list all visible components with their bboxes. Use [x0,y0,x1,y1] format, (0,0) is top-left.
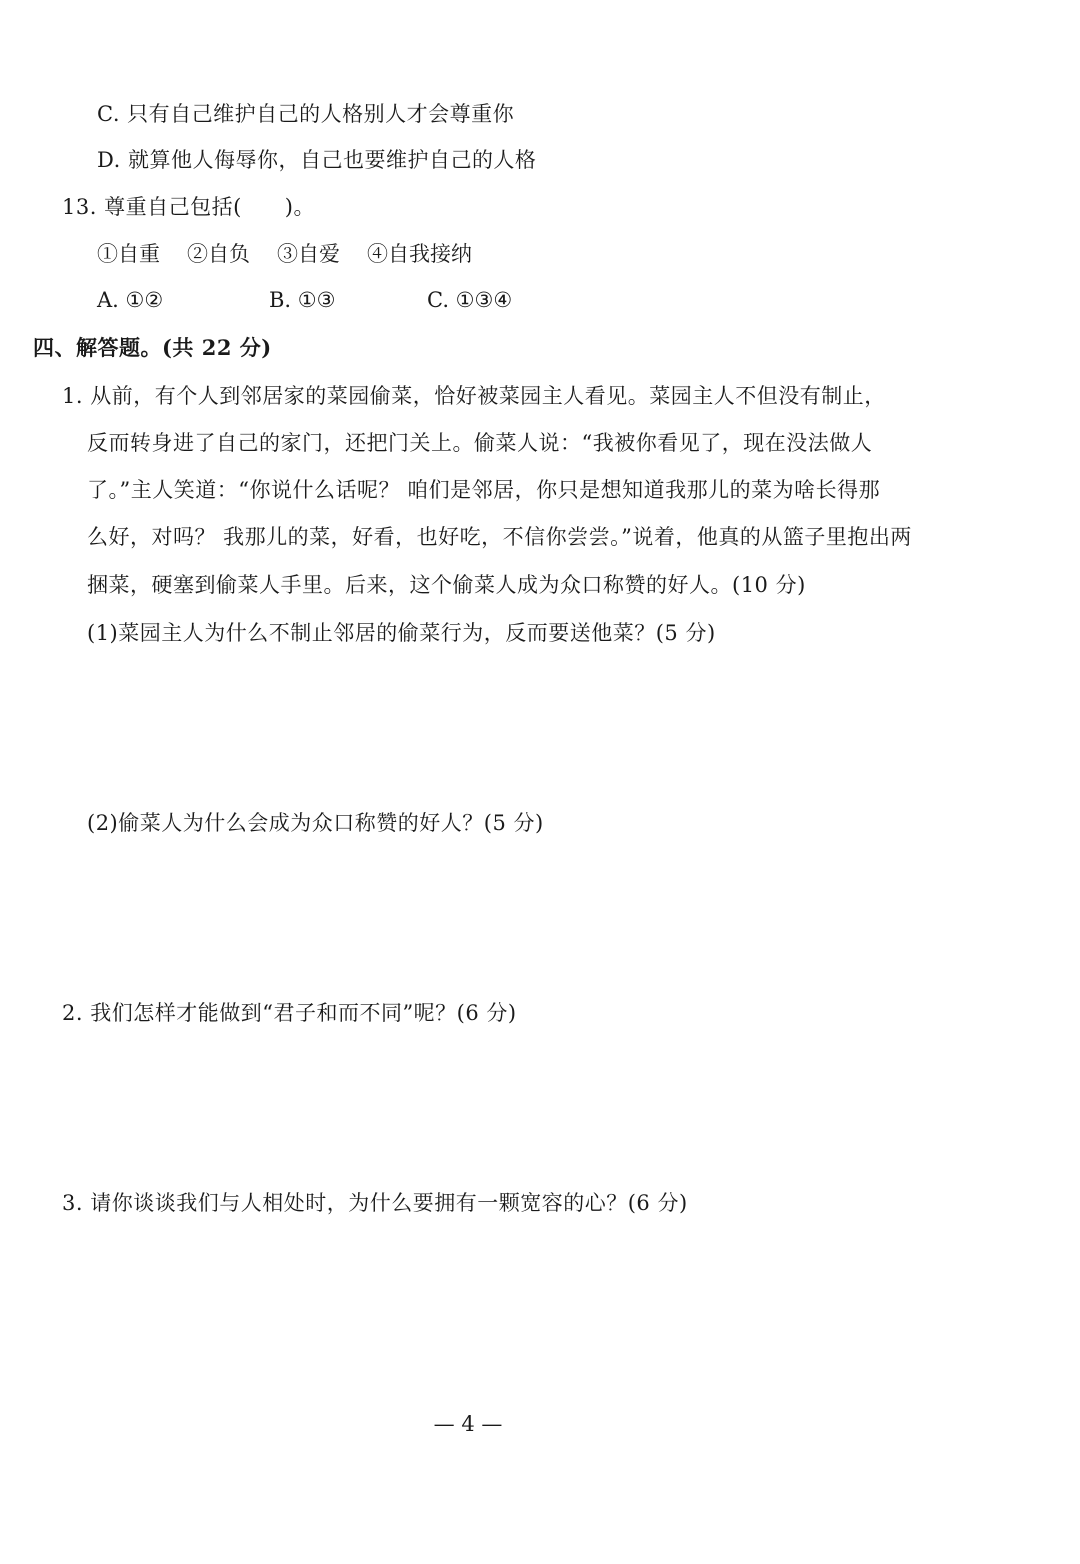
question-13-stem: 13. 尊重自己包括( )。 [62,195,315,219]
question-1-line: 了。”主人笑道：“你说什么话呢？ 咱们是邻居，你只是想知道我那儿的菜为啥长得那 [87,478,881,502]
question-1-line: 反而转身进了自己的家门，还把门关上。偷菜人说：“我被你看见了，现在没法做人 [87,431,873,455]
question-13-choice: C. ①③④ [427,288,513,312]
question-13-choice: B. ①③ [269,288,336,312]
question-1-line: 么好，对吗？ 我那儿的菜，好看，也好吃，不信你尝尝。”说着，他真的从篮子里抱出两 [87,525,912,549]
question-13-item: ②自负 [187,242,250,266]
question-13-item: ④自我接纳 [367,242,472,266]
question-12-option-d: D. 就算他人侮辱你，自己也要维护自己的人格 [97,148,537,172]
section-4-title: 四、解答题。(共 22 分) [33,335,272,360]
question-12-option-c: C. 只有自己维护自己的人格别人才会尊重你 [97,102,515,126]
question-1-sub-2: (2)偷菜人为什么会成为众口称赞的好人？(5 分) [87,811,544,835]
question-13-item: ①自重 [97,242,160,266]
question-1-line: 1. 从前，有个人到邻居家的菜园偷菜，恰好被菜园主人看见。菜园主人不但没有制止， [62,384,886,408]
question-1-line: 捆菜，硬塞到偷菜人手里。后来，这个偷菜人成为众口称赞的好人。(10 分) [87,573,806,597]
question-13-item: ③自爱 [277,242,340,266]
question-2: 2. 我们怎样才能做到“君子和而不同”呢？(6 分) [62,1001,517,1025]
question-3: 3. 请你谈谈我们与人相处时，为什么要拥有一颗宽容的心？(6 分) [62,1191,688,1215]
page-number: — 4 — [433,1412,503,1436]
question-1-sub-1: (1)菜园主人为什么不制止邻居的偷菜行为，反而要送他菜？(5 分) [87,621,716,645]
question-13-choice: A. ①② [97,288,164,312]
